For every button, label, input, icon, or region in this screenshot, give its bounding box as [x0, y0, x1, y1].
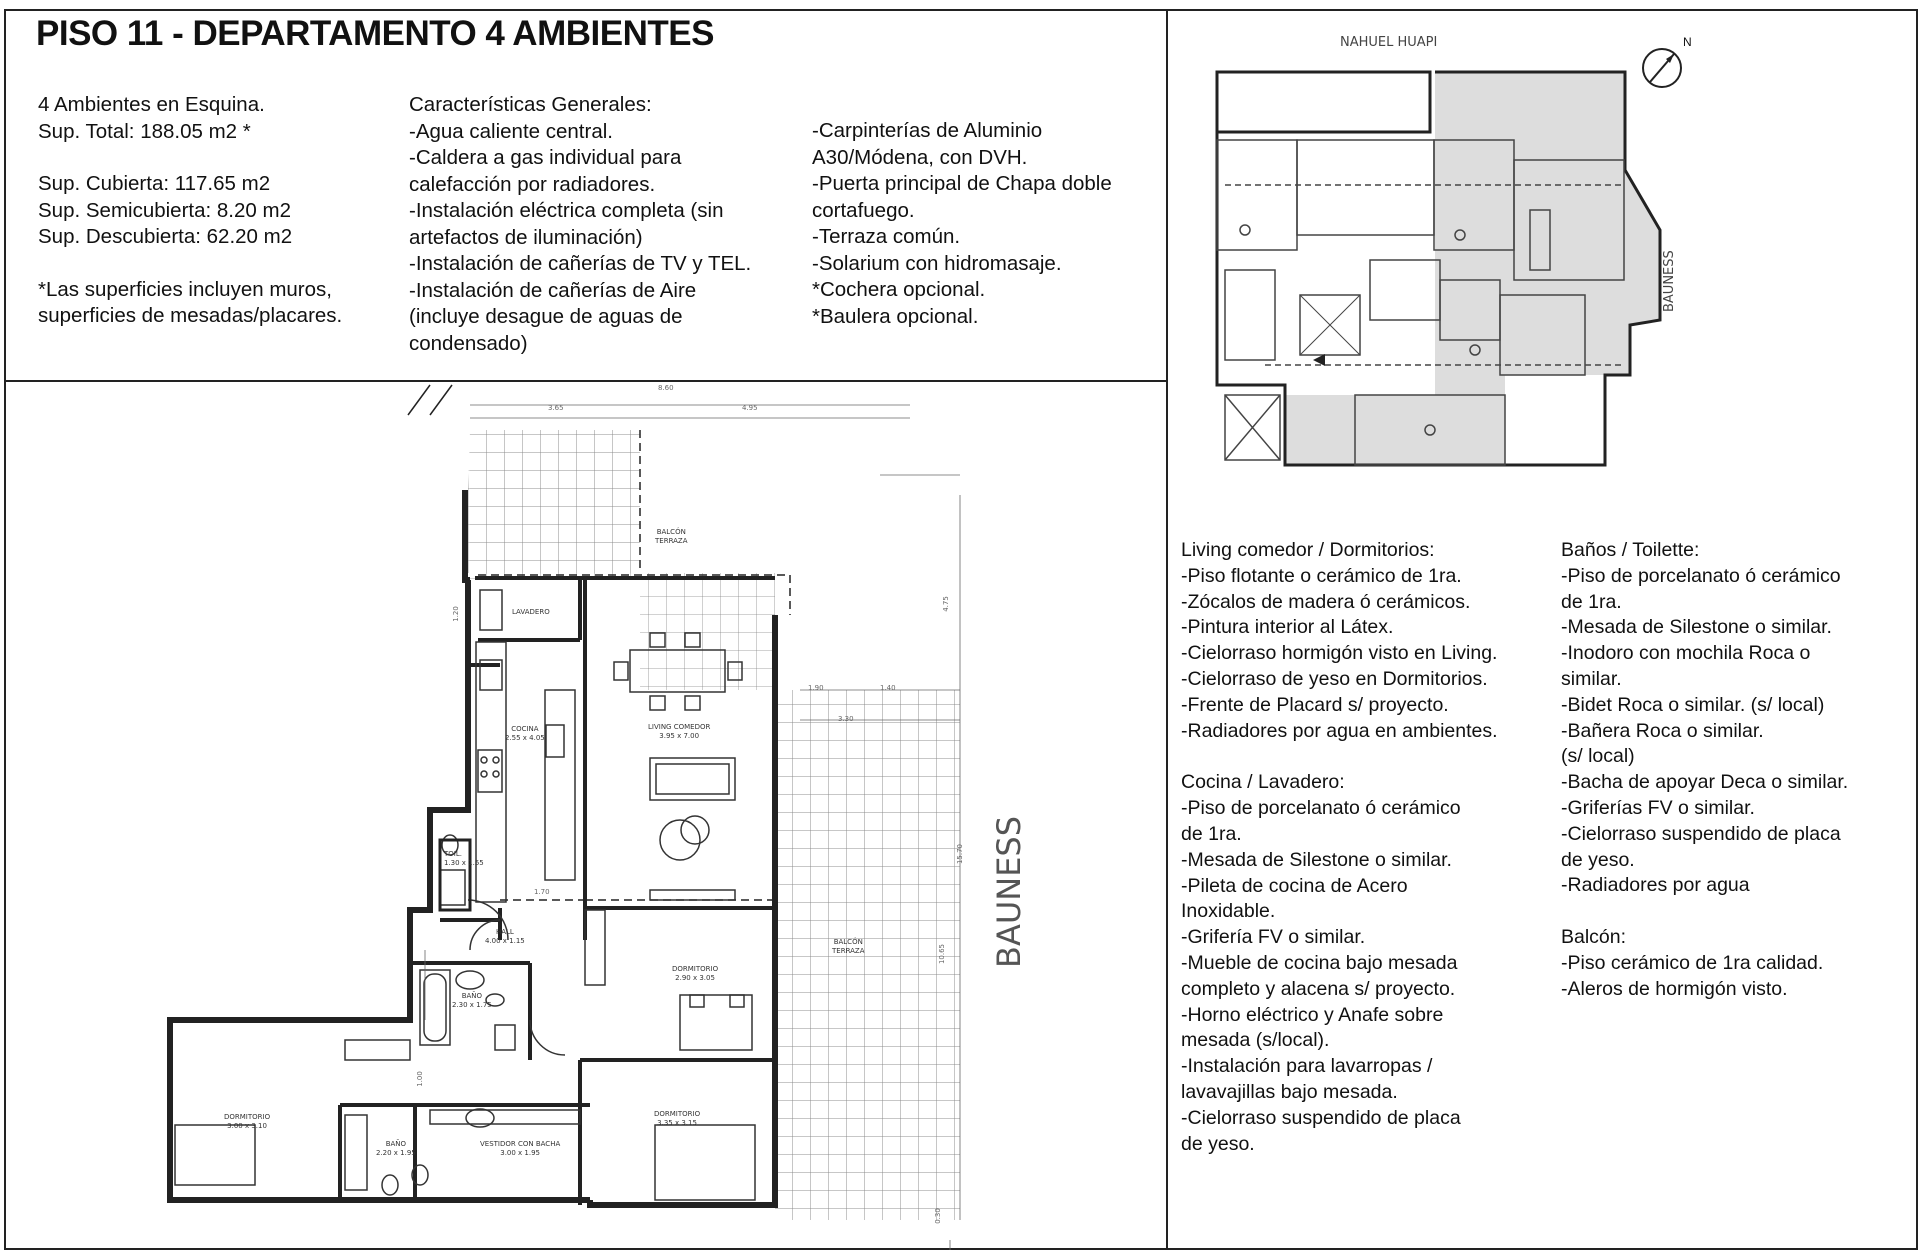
general-col2 — [812, 118, 1112, 330]
specs-living-heading: Living comedor / Dormitorios: — [1181, 539, 1435, 561]
spec-item: -Radiadores por agua en ambientes. — [1181, 719, 1498, 742]
spec-item: de 1ra. — [1561, 590, 1622, 613]
spec-item: -Piso flotante o cerámico de 1ra. — [1181, 564, 1462, 587]
north-label: N — [1683, 35, 1692, 49]
dim-190: 1.90 — [808, 684, 824, 692]
dim-100: 1.00 — [415, 1071, 424, 1087]
spec-item: lavavajillas bajo mesada. — [1181, 1080, 1398, 1103]
dim-120: 1.20 — [451, 606, 460, 622]
keyplan-drawing — [1205, 60, 1675, 470]
room-toilette: TOIL. 1.30 x 1.55 — [444, 850, 484, 867]
spec-item: de 1ra. — [1181, 822, 1242, 845]
spec-item: -Piso cerámico de 1ra calidad. — [1561, 951, 1824, 974]
spec-item: -Mesada de Silestone o similar. — [1561, 616, 1832, 639]
spec-item: Inoxidable. — [1181, 900, 1276, 923]
room-living: LIVING COMEDOR 3.95 x 7.00 — [648, 723, 711, 740]
spec-item: -Instalación para lavarropas / — [1181, 1055, 1433, 1078]
room-cocina: COCINA 2.55 x 4.05 — [505, 725, 545, 742]
spec-item: -Cielorraso suspendido de placa — [1561, 822, 1841, 845]
specs-banos-heading: Baños / Toilette: — [1561, 539, 1700, 561]
spec-item: -Frente de Placard s/ proyecto. — [1181, 693, 1449, 716]
dim-330: 3.30 — [838, 715, 854, 723]
general-item: -Solarium con hidromasaje. — [812, 251, 1062, 275]
spec-item: -Cielorraso hormigón visto en Living. — [1181, 642, 1498, 665]
spec-item: -Griferías FV o similar. — [1561, 796, 1755, 819]
spec-item: de yeso. — [1181, 1132, 1255, 1155]
spec-item: (s/ local) — [1561, 745, 1635, 768]
general-item: (incluye desague de aguas de — [409, 305, 683, 328]
spec-item: -Aleros de hormigón visto. — [1561, 977, 1788, 1000]
general-item: -Agua caliente central. — [409, 119, 613, 143]
general-item: -Terraza común. — [812, 225, 961, 248]
spec-item: mesada (s/local). — [1181, 1029, 1330, 1052]
keyplan-street-right: BAUNESS — [1662, 250, 1677, 312]
room-balcon-top: BALCÓN TERRAZA — [655, 528, 688, 545]
general-item: -Puerta principal de Chapa doble — [812, 172, 1112, 195]
general-item: -Carpinterías de Aluminio — [812, 119, 1043, 142]
spec-item: -Cielorraso de yeso en Dormitorios. — [1181, 667, 1488, 690]
summary-cubierta: Sup. Cubierta: 117.65 m2 — [38, 172, 271, 195]
room-dorm1: DORMITORIO 2.90 x 3.05 — [672, 965, 719, 982]
spec-item: -Bacha de apoyar Deca o similar. — [1561, 771, 1849, 794]
spec-item: -Piso de porcelanato ó cerámico — [1181, 797, 1461, 820]
specs-col2 — [1561, 538, 1848, 1003]
room-lavadero: LAVADERO — [512, 608, 550, 616]
spec-item: -Radiadores por agua — [1561, 874, 1750, 897]
general-item: artefactos de iluminación) — [409, 225, 643, 249]
room-bano1: BAÑO 2.30 x 1.75 — [452, 992, 492, 1009]
general-col1 — [409, 92, 751, 357]
summary-descubierta: Sup. Descubierta: 62.20 m2 — [38, 225, 293, 248]
general-item: *Baulera opcional. — [812, 304, 979, 328]
general-item: cortafuego. — [812, 198, 915, 222]
spec-item: -Bidet Roca o similar. (s/ local) — [1561, 693, 1825, 716]
room-bano2: BAÑO 2.20 x 1.95 — [376, 1140, 416, 1157]
spec-item: de yeso. — [1561, 848, 1635, 871]
floor-plan — [0, 380, 1166, 1250]
general-item: -Instalación de cañerías de Aire — [409, 278, 697, 302]
general-item: -Caldera a gas individual para — [409, 146, 682, 169]
specs-cocina-heading: Cocina / Lavadero: — [1181, 771, 1345, 794]
dim-top-left: 3.65 — [548, 404, 564, 412]
room-dorm2: DORMITORIO 3.00 x 3.10 — [224, 1113, 271, 1130]
plan-street-label: BAUNESS — [990, 815, 1028, 968]
spec-item: -Zócalos de madera ó cerámicos. — [1181, 590, 1471, 613]
room-vestidor: VESTIDOR CON BACHA 3.00 x 1.95 — [480, 1140, 561, 1157]
general-item: *Cochera opcional. — [812, 278, 986, 301]
general-item: calefacción por radiadores. — [409, 172, 656, 196]
summary-line1: 4 Ambientes en Esquina. — [38, 93, 265, 116]
general-item: condensado) — [409, 331, 528, 355]
general-item: A30/Módena, con DVH. — [812, 145, 1028, 169]
spec-item: -Pintura interior al Látex. — [1181, 616, 1394, 639]
spec-item: -Grifería FV o similar. — [1181, 926, 1366, 949]
room-dorm3: DORMITORIO 3.35 x 3.15 — [654, 1110, 701, 1127]
spec-item: -Mueble de cocina bajo mesada — [1181, 951, 1458, 974]
dim-1065: 10.65 — [938, 943, 947, 965]
spec-item: -Cielorraso suspendido de placa — [1181, 1106, 1461, 1129]
page-title: PISO 11 - DEPARTAMENTO 4 AMBIENTES — [36, 14, 714, 53]
spec-item: -Horno eléctrico y Anafe sobre — [1181, 1003, 1444, 1026]
summary-note2: superficies de mesadas/placares. — [38, 304, 343, 327]
summary-note1: *Las superficies incluyen muros, — [38, 277, 332, 301]
dim-top-right: 4.95 — [742, 404, 758, 412]
specs-col1 — [1181, 538, 1498, 1157]
spec-item: -Inodoro con mochila Roca o — [1561, 642, 1811, 665]
dim-140: 1.40 — [880, 684, 896, 692]
spec-item: -Pileta de cocina de Acero — [1181, 874, 1408, 897]
summary-block — [38, 92, 342, 330]
room-balcon-right: BALCÓN TERRAZA — [832, 938, 865, 955]
general-item: -Instalación de cañerías de TV y TEL. — [409, 252, 752, 275]
dim-170: 1.70 — [534, 888, 550, 896]
spec-item: -Mesada de Silestone o similar. — [1181, 848, 1452, 871]
general-item: -Instalación eléctrica completa (sin — [409, 199, 724, 222]
dim-475: 4.75 — [941, 596, 950, 612]
spec-item: -Piso de porcelanato ó cerámico — [1561, 564, 1841, 587]
dim-1570: 15.70 — [956, 843, 965, 865]
summary-total: Sup. Total: 188.05 m2 * — [38, 119, 251, 143]
dim-030: 0.30 — [933, 1208, 942, 1224]
spec-item: completo y alacena s/ proyecto. — [1181, 977, 1456, 1000]
dim-top-total: 8.60 — [658, 384, 674, 392]
spec-item: -Bañera Roca o similar. — [1561, 719, 1764, 742]
room-hall: HALL 4.00 x 1.15 — [485, 928, 525, 945]
specs-balcon-heading: Balcón: — [1561, 926, 1627, 949]
general-heading: Características Generales: — [409, 93, 652, 116]
summary-semicubierta: Sup. Semicubierta: 8.20 m2 — [38, 198, 291, 222]
keyplan-street-top: NAHUEL HUAPI — [1340, 35, 1438, 50]
spec-item: similar. — [1561, 667, 1622, 690]
